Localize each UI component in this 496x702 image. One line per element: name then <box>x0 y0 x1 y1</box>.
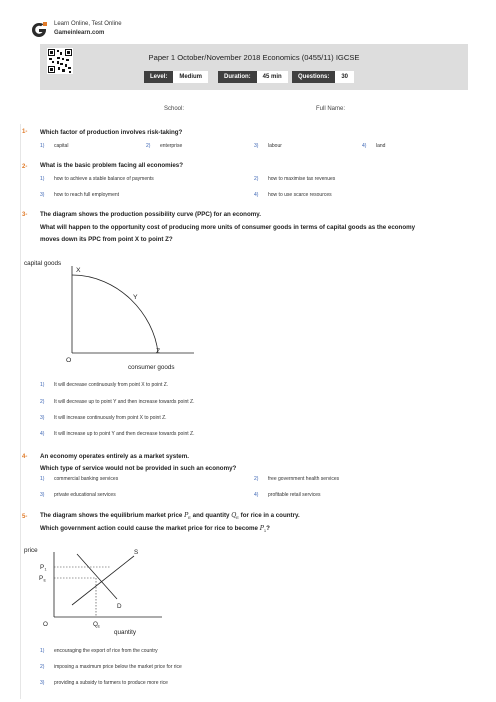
option-number: 3) <box>40 415 45 421</box>
option-number: 3) <box>254 143 259 149</box>
question-text: The diagram shows the production possibility curve (PPC) for an economy. <box>40 211 261 218</box>
symbol: Q <box>231 512 237 519</box>
y-axis-label: price <box>24 547 38 554</box>
duration-label: Duration: <box>218 71 257 83</box>
level-value: Medium <box>173 71 208 83</box>
option-number: 1) <box>40 176 45 182</box>
brand-site: Gameinlearn.com <box>54 30 105 36</box>
option-number: 2) <box>254 176 259 182</box>
option-text[interactable]: enterprise <box>160 143 183 149</box>
question-number: 2- <box>22 164 28 170</box>
question-number: 3- <box>22 212 28 218</box>
option-number: 4) <box>362 143 367 149</box>
question-text-line2: Which type of service would not be provided in such an economy? <box>40 465 237 472</box>
qe-label: Q <box>93 621 98 628</box>
qe-subscript: E <box>97 624 101 629</box>
question-text: What is the basic problem facing all economies? <box>40 162 184 169</box>
symbol-subscript: E <box>236 515 239 521</box>
option-text[interactable]: It will increase up to point Y and then decrease towards point Z. <box>54 431 195 437</box>
point-y-label: Y <box>133 294 138 301</box>
pe-label: P <box>39 575 44 582</box>
option-text[interactable]: capital <box>54 143 69 149</box>
question-text: Which factor of production involves risk-taking? <box>40 129 183 136</box>
site-logo <box>30 22 48 38</box>
x-axis-label: consumer goods <box>128 364 175 371</box>
supply-demand-diagram <box>22 542 202 640</box>
option-number: 4) <box>40 431 45 437</box>
brand-tagline: Learn Online, Test Online <box>54 21 122 27</box>
option-text[interactable]: imposing a maximum price below the market price for rice <box>54 664 182 670</box>
questions-label: Questions: <box>292 71 335 83</box>
option-number: 1) <box>40 143 45 149</box>
level-label: Level: <box>144 71 173 83</box>
option-number: 2) <box>40 399 45 405</box>
question-text: An economy operates entirely as a market system. <box>40 453 189 460</box>
symbol: P <box>184 512 189 519</box>
origin-label: O <box>66 357 72 364</box>
paper-title: Paper 1 October/November 2018 Economics (0455/11) IGCSE <box>148 53 360 62</box>
option-number: 1) <box>40 382 45 388</box>
option-text[interactable]: how to reach full employment <box>54 192 120 198</box>
p1-label: P <box>40 564 45 571</box>
exam-header <box>40 44 468 90</box>
symbol-subscript: 1 <box>263 528 267 534</box>
question-number: 1- <box>22 129 28 135</box>
question-text-line3: moves down its PPC from point X to point Z? <box>40 236 173 243</box>
ppc-curve <box>72 275 161 355</box>
option-number: 2) <box>146 143 151 149</box>
option-text[interactable]: how to use scarce resources <box>268 192 332 198</box>
origin-label: O <box>43 621 48 628</box>
p1-subscript: 1 <box>44 567 47 572</box>
duration-badge <box>218 71 288 83</box>
duration-value: 45 min <box>257 71 288 83</box>
questions-value: 30 <box>335 71 354 83</box>
y-axis-label: capital goods <box>24 260 62 267</box>
option-number: 2) <box>40 664 45 670</box>
option-number: 4) <box>254 192 259 198</box>
question-text-part: The diagram shows the equilibrium market price <box>40 512 183 519</box>
option-number: 3) <box>40 192 45 198</box>
option-text[interactable]: providing a subsidy to farmers to produce more rice <box>54 680 168 686</box>
school-label: School: <box>164 106 185 112</box>
point-z-label: Z <box>156 348 161 355</box>
left-margin-rule <box>20 124 21 699</box>
symbol-subscript: E <box>188 515 191 521</box>
option-text[interactable]: labour <box>268 143 282 149</box>
option-text[interactable]: land <box>376 143 386 149</box>
question-text-part: ? <box>266 525 270 532</box>
symbol: P <box>259 525 264 532</box>
option-text[interactable]: how to maximise tax revenues <box>268 176 336 182</box>
question-number: 5- <box>22 514 28 520</box>
demand-label: D <box>117 603 122 610</box>
question-text-line2: What will happen to the opportunity cost of producing more units of consumer goods in terms of capital goods as the economy <box>40 224 416 231</box>
option-number: 4) <box>254 492 259 498</box>
pe-subscript: E <box>43 578 47 583</box>
supply-label: S <box>134 549 139 556</box>
ppc-diagram <box>22 254 222 376</box>
option-text[interactable]: private educational services <box>54 492 116 498</box>
supply-curve <box>72 556 134 605</box>
option-number: 3) <box>40 680 45 686</box>
option-text[interactable]: It will increase continuously from point X to point Z. <box>54 415 167 421</box>
option-number: 1) <box>40 476 45 482</box>
option-number: 3) <box>40 492 45 498</box>
option-number: 1) <box>40 648 45 654</box>
option-number: 2) <box>254 476 259 482</box>
option-text[interactable]: how to achieve a stable balance of payments <box>54 176 154 182</box>
questions-badge <box>292 71 354 83</box>
option-text[interactable]: It will decrease up to point Y and then increase towards point Z. <box>54 399 195 405</box>
option-text[interactable]: It will decrease continuously from point X to point Z. <box>54 382 169 388</box>
question-text-part: and quantity <box>192 512 230 519</box>
logo-icon <box>30 22 48 38</box>
option-text[interactable]: encouraging the export of rice from the country <box>54 648 158 654</box>
question-text-part: for rice in a country. <box>240 512 300 519</box>
option-text[interactable]: commercial banking services <box>54 476 119 482</box>
question-text-part: Which government action could cause the market price for rice to become <box>40 525 258 532</box>
level-badge <box>144 71 208 83</box>
full-name-label: Full Name: <box>316 106 346 112</box>
option-text[interactable]: free government health services <box>268 476 340 482</box>
question-number: 4- <box>22 454 28 460</box>
point-x-label: X <box>76 267 81 274</box>
x-axis-label: quantity <box>114 629 137 636</box>
demand-curve <box>77 554 117 599</box>
option-text[interactable]: profitable retail services <box>268 492 321 498</box>
question-text-line2 <box>40 522 270 537</box>
